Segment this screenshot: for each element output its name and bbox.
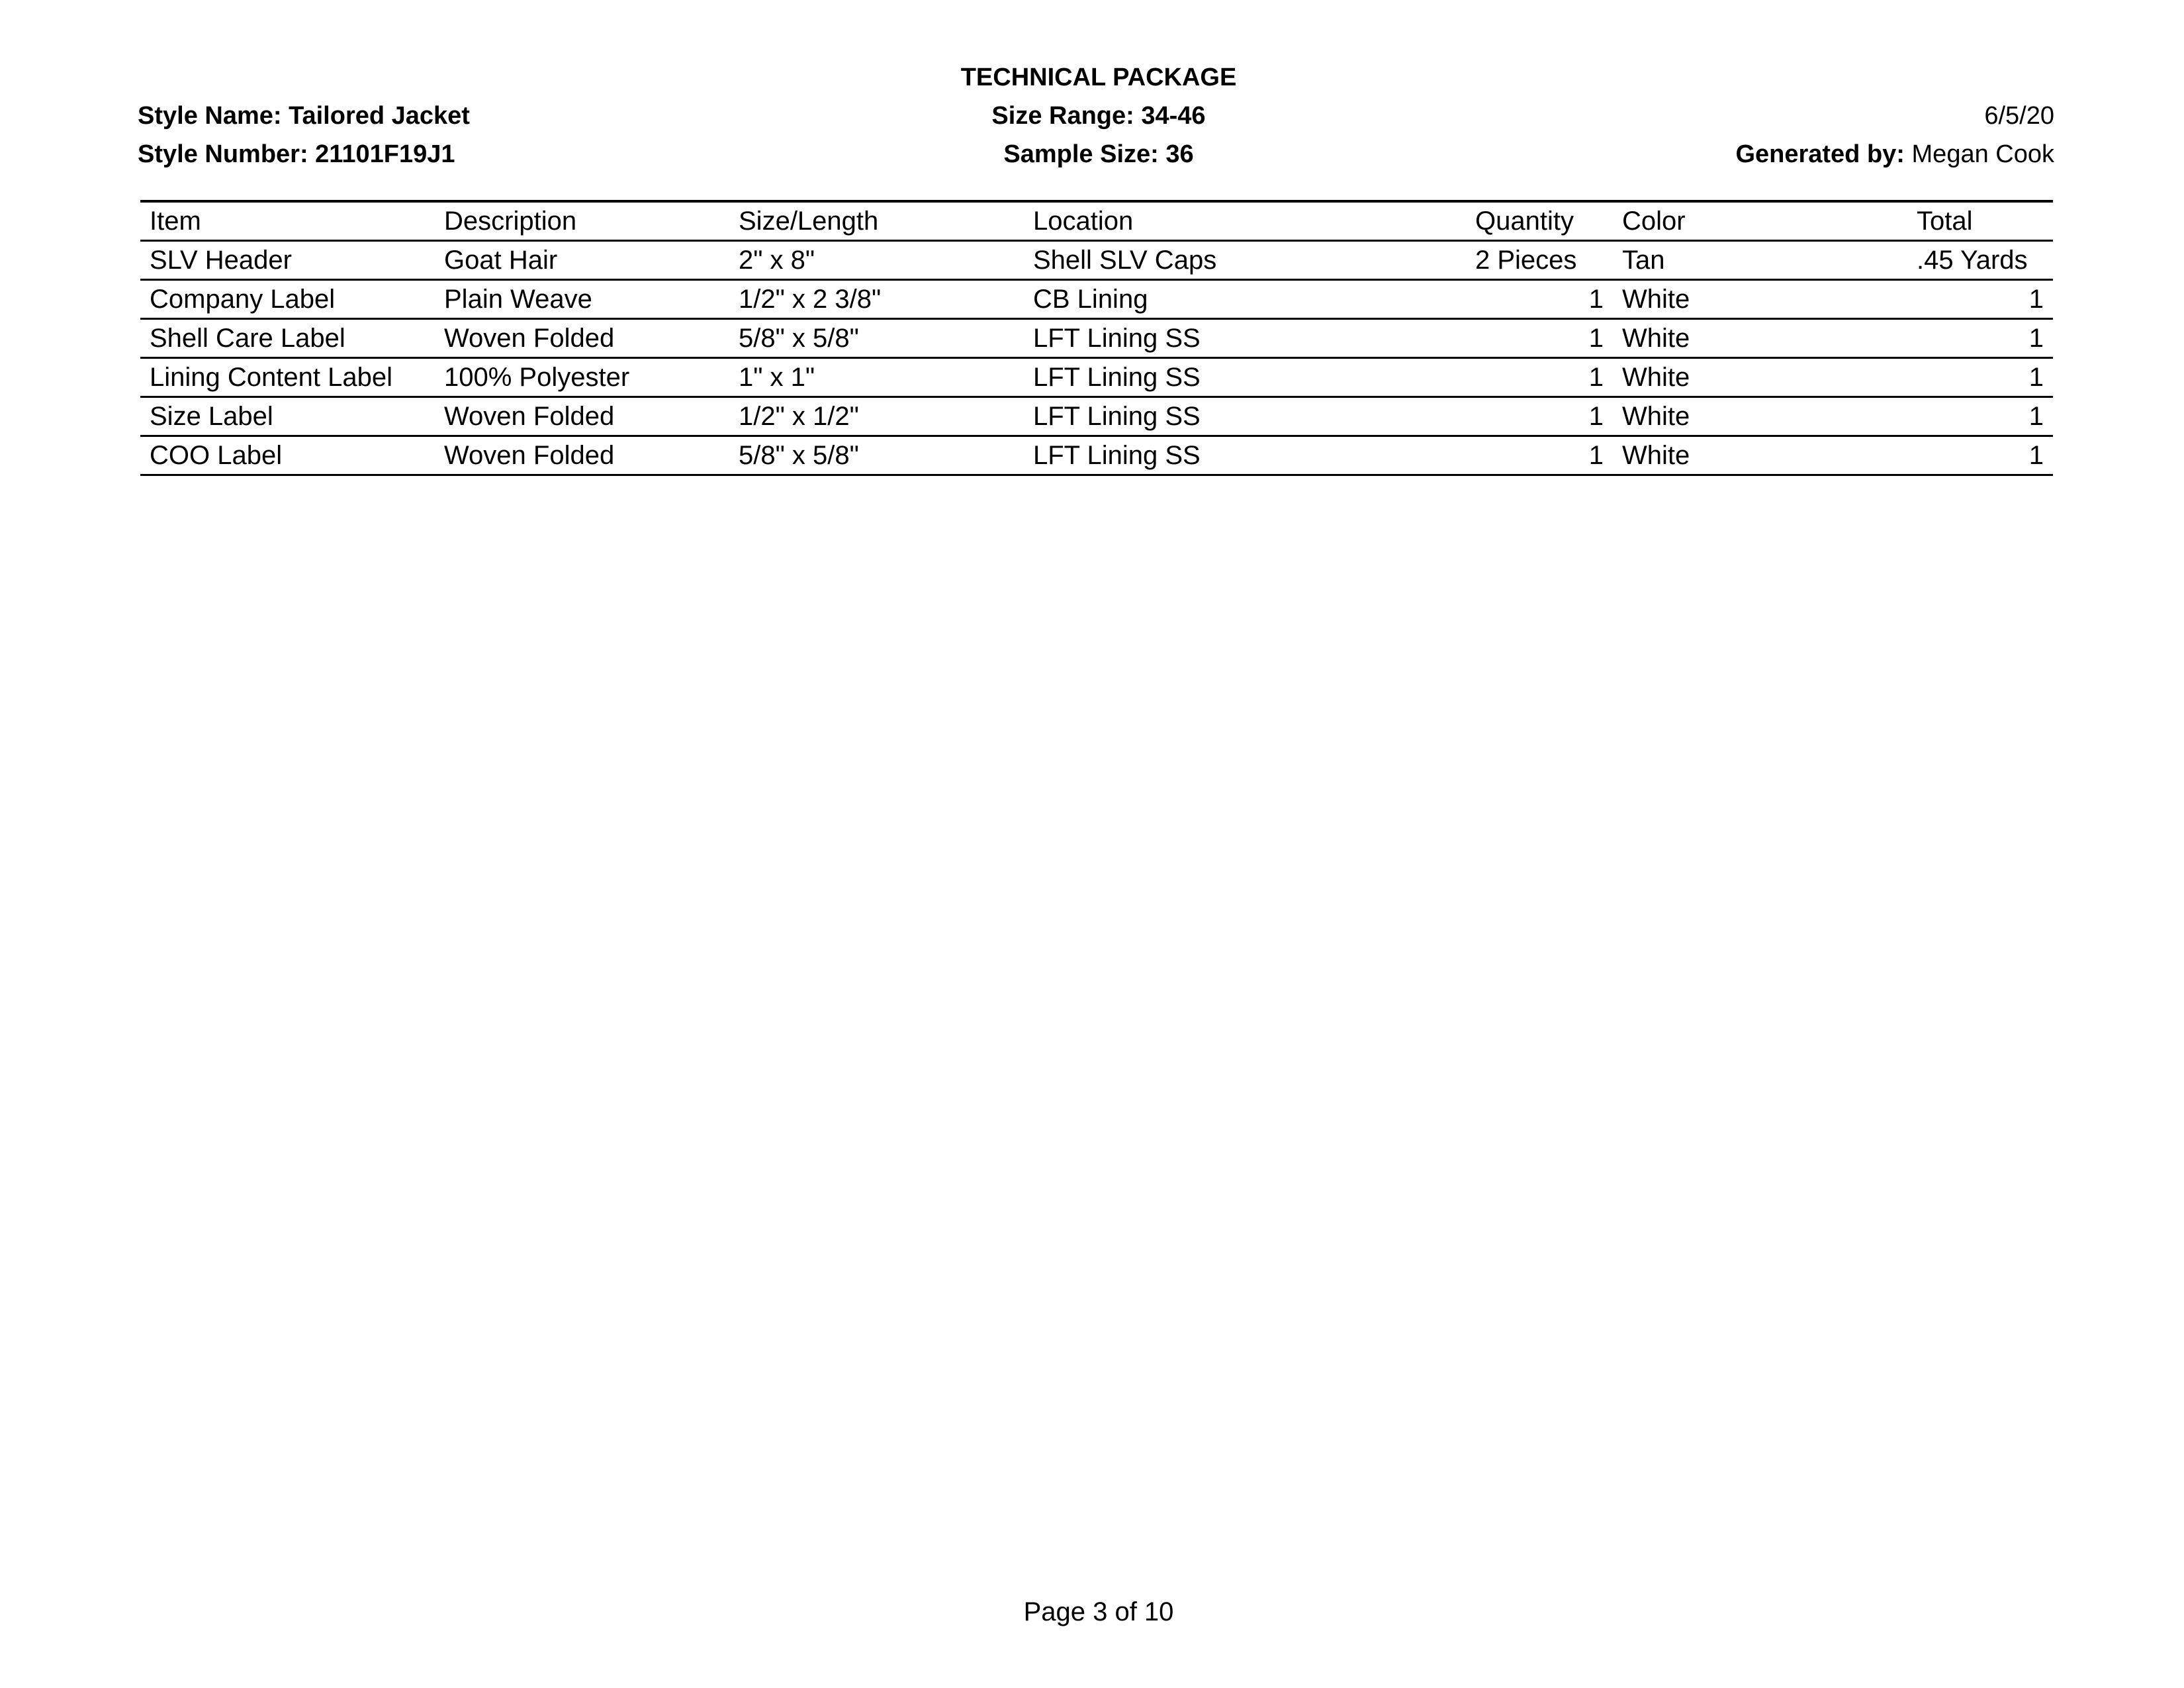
table-row: [140, 280, 2053, 319]
cell-item: COO Label: [140, 436, 435, 475]
sample-size: Sample Size: 36: [1003, 140, 1194, 168]
generated-by-label: Generated by:: [1735, 140, 1905, 168]
cell-location: LFT Lining SS: [1024, 436, 1466, 475]
cell-color: Tan: [1613, 241, 1907, 280]
column-header-location: Location: [1024, 201, 1466, 241]
cell-item: Size Label: [140, 397, 435, 436]
table-row: [140, 241, 2053, 280]
cell-description: 100% Polyester: [435, 358, 729, 397]
cell-quantity: 2 Pieces: [1466, 241, 1613, 280]
cell-total: 1: [1907, 436, 2053, 475]
cell-item: Shell Care Label: [140, 319, 435, 358]
cell-color: White: [1613, 280, 1907, 319]
cell-location: LFT Lining SS: [1024, 397, 1466, 436]
column-header-total: Total: [1907, 201, 2053, 241]
cell-description: Plain Weave: [435, 280, 729, 319]
cell-color: White: [1613, 436, 1907, 475]
table-row: [140, 436, 2053, 475]
table-row: [140, 319, 2053, 358]
cell-total: .45 Yards: [1907, 241, 2053, 280]
cell-location: LFT Lining SS: [1024, 358, 1466, 397]
table-header-row: [140, 201, 2053, 241]
cell-quantity: 1: [1466, 397, 1613, 436]
cell-size-length: 5/8" x 5/8": [729, 436, 1024, 475]
column-header-item: Item: [140, 201, 435, 241]
cell-total: 1: [1907, 358, 2053, 397]
cell-size-length: 2" x 8": [729, 241, 1024, 280]
cell-item: Company Label: [140, 280, 435, 319]
cell-size-length: 1" x 1": [729, 358, 1024, 397]
style-number: Style Number: 21101F19J1: [138, 140, 455, 168]
cell-total: 1: [1907, 397, 2053, 436]
cell-description: Goat Hair: [435, 241, 729, 280]
cell-color: White: [1613, 397, 1907, 436]
cell-quantity: 1: [1466, 319, 1613, 358]
cell-location: CB Lining: [1024, 280, 1466, 319]
cell-description: Woven Folded: [435, 319, 729, 358]
cell-description: Woven Folded: [435, 397, 729, 436]
cell-size-length: 5/8" x 5/8": [729, 319, 1024, 358]
generated-by-name: Megan Cook: [1911, 140, 2054, 168]
cell-size-length: 1/2" x 1/2": [729, 397, 1024, 436]
document-date: 6/5/20: [1984, 102, 2054, 130]
table-row: [140, 358, 2053, 397]
cell-item: Lining Content Label: [140, 358, 435, 397]
cell-total: 1: [1907, 319, 2053, 358]
cell-quantity: 1: [1466, 280, 1613, 319]
cell-location: Shell SLV Caps: [1024, 241, 1466, 280]
cell-size-length: 1/2" x 2 3/8": [729, 280, 1024, 319]
style-name: Style Name: Tailored Jacket: [138, 102, 470, 130]
cell-quantity: 1: [1466, 358, 1613, 397]
column-header-quantity: Quantity: [1466, 201, 1613, 241]
document-title: TECHNICAL PACKAGE: [960, 64, 1237, 91]
cell-location: LFT Lining SS: [1024, 319, 1466, 358]
cell-total: 1: [1907, 280, 2053, 319]
cell-color: White: [1613, 319, 1907, 358]
cell-description: Woven Folded: [435, 436, 729, 475]
size-range: Size Range: 34-46: [991, 102, 1206, 130]
table-row: [140, 397, 2053, 436]
cell-quantity: 1: [1466, 436, 1613, 475]
cell-color: White: [1613, 358, 1907, 397]
page-number: Page 3 of 10: [1023, 1597, 1174, 1626]
column-header-color: Color: [1613, 201, 1907, 241]
trims-table: [140, 200, 2053, 476]
cell-item: SLV Header: [140, 241, 435, 280]
generated-by: [1735, 138, 2054, 171]
column-header-description: Description: [435, 201, 729, 241]
column-header-size-length: Size/Length: [729, 201, 1024, 241]
